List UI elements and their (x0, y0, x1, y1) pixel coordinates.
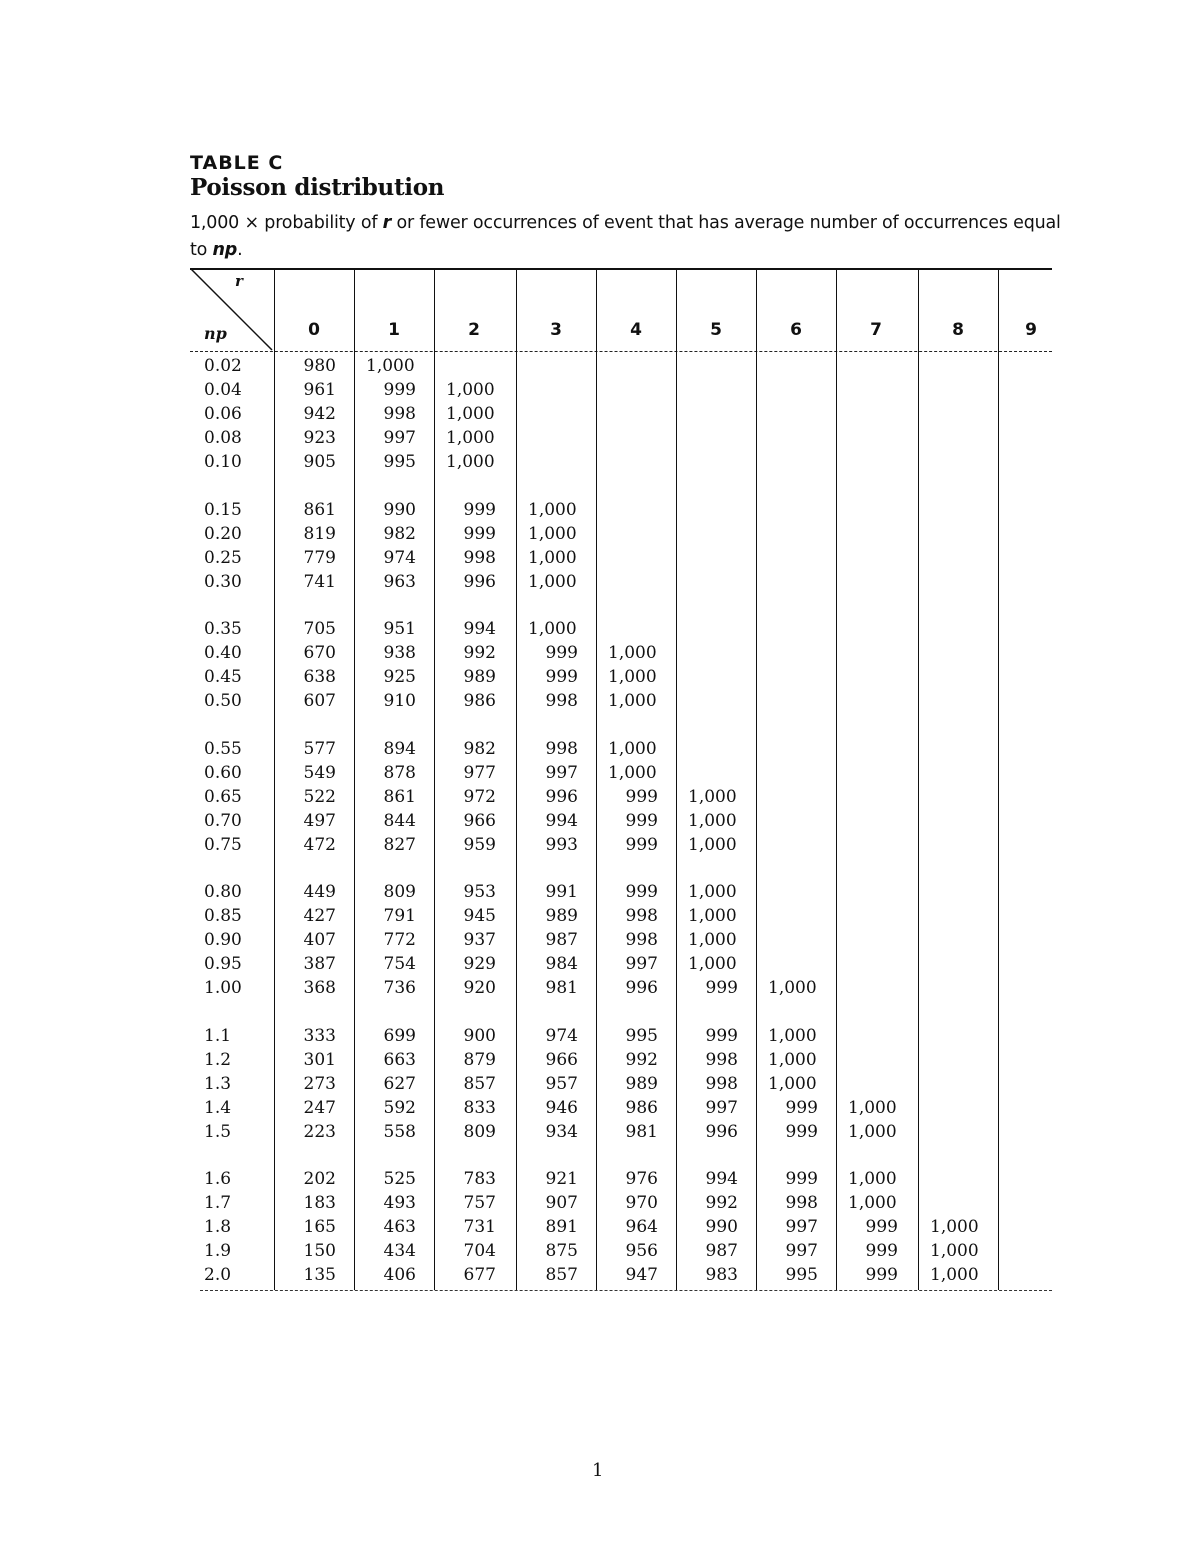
value-cell: 995 (785, 1265, 818, 1285)
description-r: r (382, 213, 392, 233)
np-cell: 0.80 (204, 882, 242, 902)
value-cell: 999 (785, 1169, 818, 1189)
value-cell: 942 (303, 404, 336, 424)
value-cell: 135 (303, 1265, 336, 1285)
table-row (190, 522, 1052, 546)
value-cell: 905 (303, 452, 336, 472)
value-cell: 994 (545, 810, 578, 831)
np-cell: 0.50 (204, 691, 242, 711)
value-cell: 999 (625, 810, 658, 831)
table-row (190, 402, 1052, 426)
value-cell: 999 (625, 786, 658, 807)
table-row (190, 641, 1052, 665)
value-cell: 997 (785, 1217, 818, 1237)
value-cell: 731 (463, 1217, 496, 1237)
value-cell: 977 (463, 762, 496, 783)
value-cell: 894 (383, 738, 416, 759)
table-row (190, 833, 1052, 857)
description-middle: or fewer occurrences of event that has average number of occurrences equal to (190, 213, 1061, 260)
value-cell: 974 (545, 1025, 578, 1046)
value-cell: 202 (303, 1169, 336, 1189)
table-row (190, 737, 1052, 761)
table-row (190, 904, 1052, 928)
description-np: np (212, 240, 238, 260)
value-cell: 999 (383, 380, 416, 400)
table-label: TABLE C (190, 152, 284, 174)
np-cell: 0.08 (204, 428, 242, 448)
value-cell: 999 (545, 667, 578, 687)
value-cell: 982 (463, 738, 496, 759)
column-header-4: 4 (630, 320, 642, 340)
value-cell: 1,000 (768, 978, 817, 998)
value-cell: 959 (463, 834, 496, 855)
np-cell: 2.0 (204, 1265, 232, 1285)
value-cell: 819 (303, 523, 336, 544)
np-cell: 1.5 (204, 1121, 232, 1142)
value-cell: 704 (463, 1241, 496, 1261)
value-cell: 757 (463, 1193, 496, 1213)
value-cell: 998 (463, 547, 496, 568)
value-cell: 247 (303, 1097, 336, 1118)
np-cell: 0.25 (204, 547, 242, 568)
table-title: Poisson distribution (190, 174, 445, 201)
table-row (190, 426, 1052, 450)
value-cell: 980 (303, 356, 336, 376)
np-cell: 1.8 (204, 1217, 232, 1237)
value-cell: 981 (625, 1121, 658, 1142)
table-row (190, 570, 1052, 594)
value-cell: 387 (303, 954, 336, 974)
value-cell: 994 (463, 619, 496, 639)
value-cell: 953 (463, 882, 496, 902)
table-row (190, 1096, 1052, 1120)
value-cell: 627 (383, 1073, 416, 1094)
value-cell: 878 (383, 762, 416, 783)
value-cell: 991 (545, 882, 578, 902)
value-cell: 999 (463, 523, 496, 544)
value-cell: 951 (383, 619, 416, 639)
value-cell: 449 (303, 882, 336, 902)
value-cell: 165 (303, 1217, 336, 1237)
value-cell: 987 (545, 930, 578, 950)
table-bottom-rule (200, 1290, 1052, 1291)
value-cell: 937 (463, 930, 496, 950)
value-cell: 966 (545, 1049, 578, 1070)
table-row (190, 952, 1052, 976)
value-cell: 990 (705, 1217, 738, 1237)
description-prefix: 1,000 × probability of (190, 213, 383, 233)
value-cell: 998 (705, 1049, 738, 1070)
value-cell: 976 (625, 1169, 658, 1189)
np-cell: 1.7 (204, 1193, 232, 1213)
column-header-2: 2 (468, 320, 480, 340)
np-cell: 0.60 (204, 762, 242, 783)
np-cell: 0.90 (204, 930, 242, 950)
header-r-label: r (235, 272, 243, 290)
value-cell: 434 (383, 1241, 416, 1261)
header-diagonal (190, 268, 274, 352)
value-cell: 956 (625, 1241, 658, 1261)
value-cell: 857 (545, 1265, 578, 1285)
np-cell: 1.4 (204, 1097, 232, 1118)
value-cell: 999 (545, 643, 578, 663)
value-cell: 463 (383, 1217, 416, 1237)
value-cell: 273 (303, 1073, 336, 1094)
value-cell: 998 (545, 738, 578, 759)
value-cell: 677 (463, 1265, 496, 1285)
table-header-rule (190, 351, 1052, 352)
np-cell: 0.02 (204, 356, 242, 376)
value-cell: 861 (303, 499, 336, 520)
value-cell: 670 (303, 643, 336, 663)
value-cell: 925 (383, 667, 416, 687)
np-cell: 0.95 (204, 954, 242, 974)
value-cell: 809 (463, 1121, 496, 1142)
value-cell: 407 (303, 930, 336, 950)
value-cell: 989 (625, 1073, 658, 1094)
value-cell: 999 (463, 499, 496, 520)
value-cell: 945 (463, 906, 496, 926)
value-cell: 998 (545, 691, 578, 711)
np-cell: 0.15 (204, 499, 242, 520)
value-cell: 989 (545, 906, 578, 926)
np-cell: 0.65 (204, 786, 242, 807)
value-cell: 1,000 (528, 499, 577, 520)
value-cell: 947 (625, 1265, 658, 1285)
value-cell: 929 (463, 954, 496, 974)
table-row (190, 689, 1052, 713)
value-cell: 1,000 (768, 1073, 817, 1094)
table-row (190, 1120, 1052, 1144)
value-cell: 963 (383, 571, 416, 592)
value-cell: 997 (545, 762, 578, 783)
value-cell: 558 (383, 1121, 416, 1142)
table-row (190, 450, 1052, 474)
value-cell: 995 (625, 1025, 658, 1046)
value-cell: 754 (383, 954, 416, 974)
value-cell: 1,000 (608, 643, 657, 663)
value-cell: 999 (785, 1121, 818, 1142)
value-cell: 1,000 (446, 428, 495, 448)
value-cell: 844 (383, 810, 416, 831)
value-cell: 833 (463, 1097, 496, 1118)
value-cell: 910 (383, 691, 416, 711)
column-header-1: 1 (388, 320, 400, 340)
np-cell: 0.20 (204, 523, 242, 544)
np-cell: 0.45 (204, 667, 242, 687)
value-cell: 921 (545, 1169, 578, 1189)
value-cell: 861 (383, 786, 416, 807)
value-cell: 638 (303, 667, 336, 687)
np-cell: 0.70 (204, 810, 242, 831)
value-cell: 1,000 (446, 404, 495, 424)
value-cell: 592 (383, 1097, 416, 1118)
value-cell: 663 (383, 1049, 416, 1070)
value-cell: 525 (383, 1169, 416, 1189)
value-cell: 1,000 (930, 1217, 979, 1237)
column-header-6: 6 (790, 320, 802, 340)
value-cell: 986 (463, 691, 496, 711)
value-cell: 900 (463, 1025, 496, 1046)
value-cell: 699 (383, 1025, 416, 1046)
value-cell: 989 (463, 667, 496, 687)
value-cell: 996 (705, 1121, 738, 1142)
value-cell: 998 (383, 404, 416, 424)
value-cell: 1,000 (608, 667, 657, 687)
column-header-5: 5 (710, 320, 722, 340)
value-cell: 907 (545, 1193, 578, 1213)
value-cell: 827 (383, 834, 416, 855)
table-row (190, 1167, 1052, 1191)
value-cell: 996 (545, 786, 578, 807)
value-cell: 1,000 (366, 356, 415, 376)
value-cell: 964 (625, 1217, 658, 1237)
column-header-3: 3 (550, 320, 562, 340)
table-row (190, 1072, 1052, 1096)
value-cell: 946 (545, 1097, 578, 1118)
value-cell: 997 (383, 428, 416, 448)
value-cell: 1,000 (768, 1025, 817, 1046)
value-cell: 972 (463, 786, 496, 807)
table-row (190, 1239, 1052, 1263)
value-cell: 150 (303, 1241, 336, 1261)
header-np-label: np (204, 324, 227, 343)
value-cell: 879 (463, 1049, 496, 1070)
value-cell: 368 (303, 978, 336, 998)
value-cell: 999 (865, 1241, 898, 1261)
table-row (190, 809, 1052, 833)
value-cell: 301 (303, 1049, 336, 1070)
table-row (190, 498, 1052, 522)
value-cell: 1,000 (688, 882, 737, 902)
value-cell: 986 (625, 1097, 658, 1118)
value-cell: 996 (463, 571, 496, 592)
table-row (190, 665, 1052, 689)
np-cell: 1.6 (204, 1169, 232, 1189)
value-cell: 999 (865, 1265, 898, 1285)
table-row (190, 1048, 1052, 1072)
value-cell: 992 (463, 643, 496, 663)
value-cell: 1,000 (688, 834, 737, 855)
table-row (190, 1263, 1052, 1287)
np-cell: 0.40 (204, 643, 242, 663)
value-cell: 497 (303, 810, 336, 831)
column-header-8: 8 (952, 320, 964, 340)
value-cell: 705 (303, 619, 336, 639)
value-cell: 999 (705, 1025, 738, 1046)
value-cell: 996 (625, 978, 658, 998)
value-cell: 1,000 (446, 380, 495, 400)
value-cell: 966 (463, 810, 496, 831)
value-cell: 1,000 (848, 1097, 897, 1118)
value-cell: 472 (303, 834, 336, 855)
value-cell: 1,000 (688, 954, 737, 974)
poisson-table (190, 268, 1052, 1292)
value-cell: 999 (865, 1217, 898, 1237)
value-cell: 994 (705, 1169, 738, 1189)
value-cell: 999 (785, 1097, 818, 1118)
table-row (190, 880, 1052, 904)
np-cell: 1.00 (204, 978, 242, 998)
np-cell: 0.06 (204, 404, 242, 424)
value-cell: 961 (303, 380, 336, 400)
np-cell: 0.75 (204, 834, 242, 855)
value-cell: 406 (383, 1265, 416, 1285)
value-cell: 1,000 (688, 906, 737, 926)
value-cell: 1,000 (446, 452, 495, 472)
value-cell: 938 (383, 643, 416, 663)
column-header-9: 9 (1025, 320, 1037, 340)
value-cell: 997 (785, 1241, 818, 1261)
value-cell: 1,000 (608, 738, 657, 759)
value-cell: 223 (303, 1121, 336, 1142)
value-cell: 987 (705, 1241, 738, 1261)
value-cell: 857 (463, 1073, 496, 1094)
value-cell: 791 (383, 906, 416, 926)
value-cell: 1,000 (768, 1049, 817, 1070)
value-cell: 577 (303, 738, 336, 759)
value-cell: 1,000 (528, 523, 577, 544)
value-cell: 607 (303, 691, 336, 711)
np-cell: 0.04 (204, 380, 242, 400)
np-cell: 1.2 (204, 1049, 232, 1070)
value-cell: 995 (383, 452, 416, 472)
value-cell: 998 (785, 1193, 818, 1213)
value-cell: 982 (383, 523, 416, 544)
value-cell: 957 (545, 1073, 578, 1094)
value-cell: 1,000 (528, 571, 577, 592)
value-cell: 1,000 (688, 786, 737, 807)
table-top-rule (190, 268, 1052, 270)
column-header-0: 0 (308, 320, 320, 340)
table-row (190, 976, 1052, 1000)
table-row (190, 617, 1052, 641)
value-cell: 1,000 (688, 930, 737, 950)
table-row (190, 1191, 1052, 1215)
table-row (190, 785, 1052, 809)
table-row (190, 354, 1052, 378)
value-cell: 549 (303, 762, 336, 783)
page-number: 1 (592, 1460, 604, 1481)
value-cell: 427 (303, 906, 336, 926)
value-cell: 783 (463, 1169, 496, 1189)
np-cell: 0.85 (204, 906, 242, 926)
value-cell: 934 (545, 1121, 578, 1142)
np-cell: 0.55 (204, 738, 242, 759)
value-cell: 998 (705, 1073, 738, 1094)
value-cell: 984 (545, 954, 578, 974)
value-cell: 923 (303, 428, 336, 448)
value-cell: 1,000 (608, 762, 657, 783)
value-cell: 333 (303, 1025, 336, 1046)
value-cell: 997 (705, 1097, 738, 1118)
value-cell: 999 (625, 882, 658, 902)
value-cell: 1,000 (848, 1121, 897, 1142)
value-cell: 875 (545, 1241, 578, 1261)
value-cell: 974 (383, 547, 416, 568)
table-row (190, 1024, 1052, 1048)
value-cell: 999 (705, 978, 738, 998)
value-cell: 990 (383, 499, 416, 520)
table-description (190, 210, 1080, 264)
value-cell: 1,000 (528, 619, 577, 639)
table-row (190, 378, 1052, 402)
value-cell: 983 (705, 1265, 738, 1285)
value-cell: 970 (625, 1193, 658, 1213)
value-cell: 993 (545, 834, 578, 855)
value-cell: 997 (625, 954, 658, 974)
value-cell: 1,000 (848, 1169, 897, 1189)
value-cell: 1,000 (930, 1241, 979, 1261)
np-cell: 0.30 (204, 571, 242, 592)
value-cell: 998 (625, 930, 658, 950)
value-cell: 493 (383, 1193, 416, 1213)
table-row (190, 928, 1052, 952)
value-cell: 998 (625, 906, 658, 926)
value-cell: 183 (303, 1193, 336, 1213)
table-row (190, 761, 1052, 785)
value-cell: 779 (303, 547, 336, 568)
table-row (190, 1215, 1052, 1239)
column-header-7: 7 (870, 320, 882, 340)
np-cell: 1.1 (204, 1025, 232, 1046)
value-cell: 1,000 (930, 1265, 979, 1285)
table-row (190, 546, 1052, 570)
np-cell: 0.35 (204, 619, 242, 639)
description-suffix: . (237, 240, 243, 260)
table-body (190, 354, 1052, 1287)
value-cell: 992 (705, 1193, 738, 1213)
value-cell: 772 (383, 930, 416, 950)
value-cell: 920 (463, 978, 496, 998)
value-cell: 1,000 (688, 810, 737, 831)
np-cell: 1.9 (204, 1241, 232, 1261)
value-cell: 891 (545, 1217, 578, 1237)
value-cell: 1,000 (848, 1193, 897, 1213)
np-cell: 0.10 (204, 452, 242, 472)
value-cell: 1,000 (608, 691, 657, 711)
value-cell: 522 (303, 786, 336, 807)
value-cell: 981 (545, 978, 578, 998)
value-cell: 809 (383, 882, 416, 902)
np-cell: 1.3 (204, 1073, 232, 1094)
value-cell: 999 (625, 834, 658, 855)
value-cell: 736 (383, 978, 416, 998)
value-cell: 1,000 (528, 547, 577, 568)
value-cell: 992 (625, 1049, 658, 1070)
value-cell: 741 (303, 571, 336, 592)
